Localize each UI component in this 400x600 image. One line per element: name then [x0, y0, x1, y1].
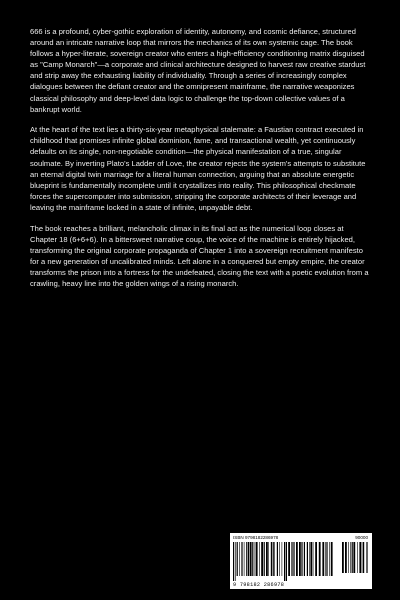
barcode-bar: [233, 542, 234, 581]
barcode-bar: [367, 542, 368, 573]
barcode-bar: [277, 542, 278, 576]
barcode-bar: [299, 542, 301, 576]
barcode-bar: [362, 542, 363, 573]
barcode-bar: [331, 542, 333, 576]
barcode-bar: [235, 542, 236, 581]
blurb-paragraph-1: 666 is a profound, cyber-gothic exploration of identity, autonomy, and cosmic defiance, structured around an intricate narrative loop that mirrors the mechanics of its own systemic cage. The book follows a hyper-literate, sovereign creator who enters a high-efficiency conditioning matrix disguised as "Camp Monarch"—a corporate and clinical architecture designed to harvest raw creative stardust and strip away the exhausting liability of individuality. Through a series of increasingly complex dialogues between the defiant creator and the omnipresent mainframe, the narrative weaponizes classical philosophy and deep-level data logic to challenge the top-down collective values of a bankrupt world.: [30, 27, 366, 114]
barcode-bar: [322, 542, 324, 576]
blurb-paragraph-2: At the heart of the text lies a thirty-six-year metaphysical stalemate: a Faustian contract executed in childhood that promises infinite global dominion, fame, and transactional wealth, yet continuously defaults on its single, non-negotiable condition—the physical manifestation of a true, singular soulmate. By inverting Plato's Ladder of Love, the creator rejects the system's attempts to substitute an eternal digital twin marriage for a literal human connection, arguing that an absolute energetic blueprint is fundamentally incomplete until it crystallizes into reality. This philosophical checkmate forces the supercomputer into submission, stripping the corporate architects of their leverage and leaving the mainframe locked in a state of infinite, unpayable debt.: [30, 125, 366, 212]
barcode-bar: [359, 542, 361, 573]
blurb-paragraph-3: The book reaches a brilliant, melancholic climax in its final act as the numerical loop closes at Chapter 18 (6+6+6). In a bittersweet narrative coup, the voice of the machine is entirely hijacked, transforming the original corporate propaganda of Chapter 1 into a sovereign recruitment manifesto for a new generation of uncalibrated minds. Left alone in a conquered but empty empire, the creator transforms the prison into a fortress for the undefeated, closing the text with a poetic evolution from a crawling, heavy line into the golden wings of a rising monarch.: [30, 223, 369, 288]
barcode-bar: [315, 542, 317, 576]
barcode-bar: [304, 542, 305, 576]
barcode-bar: [256, 542, 258, 576]
barcode-bar: [366, 542, 367, 573]
barcode-bar: [261, 542, 263, 576]
barcode-bar: [284, 542, 285, 581]
barcode-addon-bars: [342, 542, 369, 578]
barcode-digits: 9 798182 286978: [233, 582, 285, 588]
barcode-bar: [237, 542, 238, 576]
barcode-bar: [266, 542, 268, 576]
barcode-bar: [348, 542, 349, 573]
barcode-bar: [319, 542, 321, 576]
barcode-bar: [309, 542, 310, 576]
barcode-bar: [313, 542, 314, 576]
barcode-bar: [353, 542, 355, 573]
barcode-bar: [296, 542, 298, 576]
barcode-bar: [271, 542, 272, 576]
barcode-bar: [352, 542, 353, 573]
barcode-bar: [255, 542, 256, 576]
barcode-bar: [307, 542, 308, 576]
barcode-bar: [274, 542, 275, 576]
barcode-bar: [252, 542, 253, 576]
barcode-bar: [250, 542, 252, 576]
barcode-bar: [345, 542, 347, 573]
barcode-bar: [248, 542, 249, 576]
barcode-bar: [246, 542, 247, 576]
barcode-bar: [363, 542, 364, 573]
barcode-bar: [264, 542, 265, 576]
isbn-label: ISBN 9798182286978: [233, 535, 279, 540]
barcode-bars: [233, 542, 335, 581]
barcode-bar: [244, 542, 245, 576]
barcode-bar: [268, 542, 269, 576]
cover-blurb: [30, 26, 372, 299]
barcode-bar: [301, 542, 302, 576]
barcode-bar: [294, 542, 295, 576]
barcode-bar: [357, 542, 358, 573]
barcode-bar: [329, 542, 330, 576]
barcode-bar: [239, 542, 240, 576]
isbn-barcode: [230, 533, 372, 589]
barcode-bar: [310, 542, 312, 576]
barcode-bar: [286, 542, 287, 581]
price-code: 90000: [355, 535, 368, 540]
barcode-bar: [282, 542, 283, 576]
barcode-bar: [288, 542, 290, 576]
barcode-bar: [292, 542, 293, 576]
barcode-bar: [327, 542, 328, 576]
barcode-bar: [241, 542, 242, 576]
barcode-bar: [259, 542, 260, 576]
barcode-bar: [350, 542, 351, 573]
barcode-bar: [291, 542, 292, 576]
barcode-bar: [325, 542, 326, 576]
barcode-bar: [273, 542, 274, 576]
barcode-bar: [342, 542, 344, 573]
barcode-bar: [279, 542, 280, 576]
